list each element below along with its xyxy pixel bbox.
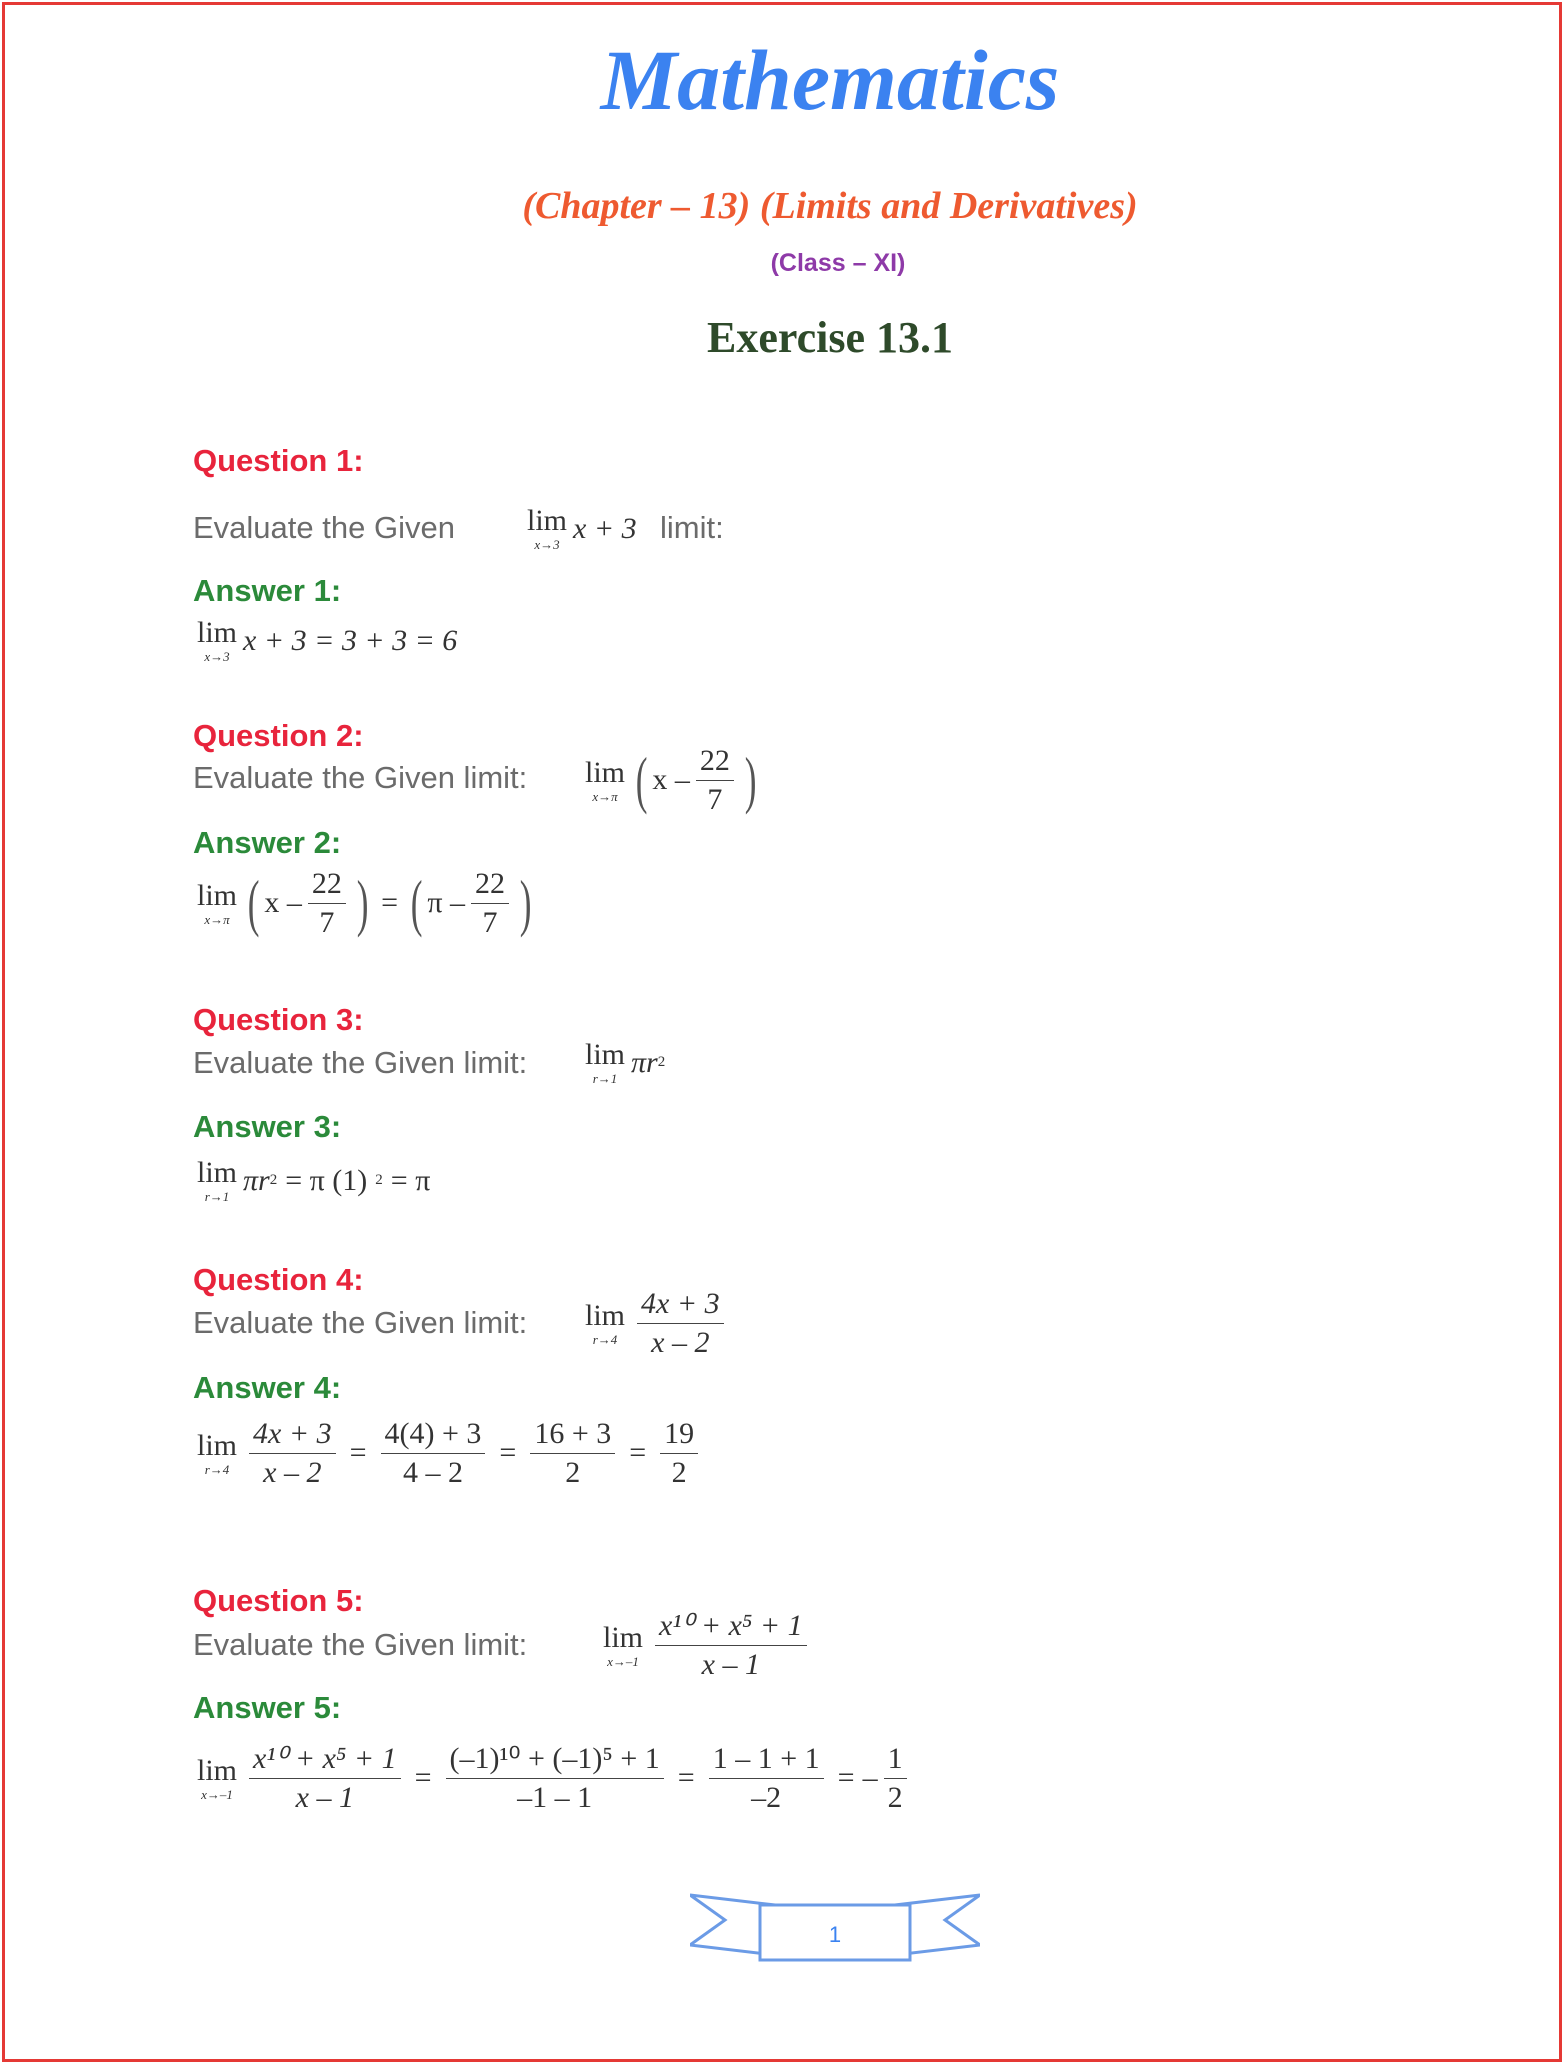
answer-5-math: lim x→–1 $\frac{\text{x¹⁰ + x⁵ + 1}}{x - 1}$ = $\frac{\text{(–1)¹⁰ + (–1)⁵ + 1}}{-1 - 1}$ = $\frac{1 - 1 + 1}{-2}$ = – $\frac{1}{2}$ — [197, 1743, 913, 1813]
page-title: Mathematics — [600, 32, 1060, 128]
answer-2-label: Answer 2: — [193, 825, 342, 860]
answer-2-math: lim x→π ( x – $\frac{22}{7}$ ) = ( π – $\frac{22}{7}$ ) — [197, 867, 532, 939]
question-3-math: lim r→1 πr 2 — [585, 1038, 666, 1086]
question-5-text: Evaluate the Given limit: — [193, 1627, 528, 1662]
question-3-text: Evaluate the Given limit: — [193, 1045, 528, 1080]
exercise-heading: Exercise 13.1 — [706, 313, 954, 362]
answer-3-math: lim r→1 πr 2 = π (1) 2 = π — [197, 1156, 431, 1204]
answer-3-label: Answer 3: — [193, 1109, 342, 1144]
question-4-label: Question 4: — [193, 1262, 364, 1297]
question-1-math: lim x→3 x + 3 — [527, 504, 637, 552]
question-2-text: Evaluate the Given limit: — [193, 760, 528, 795]
page-number: 1 — [828, 1922, 842, 1947]
question-1-text-after: limit: — [660, 510, 724, 545]
answer-5-label: Answer 5: — [193, 1690, 342, 1725]
question-5-label: Question 5: — [193, 1583, 364, 1618]
question-2-math: lim x→π ( x – $\frac{22}{7}$ ) — [585, 744, 757, 816]
question-4-text: Evaluate the Given limit: — [193, 1305, 528, 1340]
answer-1-label: Answer 1: — [193, 573, 342, 608]
question-5-math: lim x→–1 $\frac{\text{x¹⁰ + x⁵ + 1}}{x - 1}$ — [603, 1610, 813, 1680]
class-heading: (Class – XI) — [770, 249, 906, 277]
question-3-label: Question 3: — [193, 1002, 364, 1037]
question-1-label: Question 1: — [193, 443, 364, 478]
answer-1-math: lim x→3 x + 3 = 3 + 3 = 6 — [197, 616, 458, 664]
answer-4-label: Answer 4: — [193, 1370, 342, 1405]
chapter-heading: (Chapter – 13) (Limits and Derivatives) — [522, 185, 1138, 227]
question-1-text-before: Evaluate the Given — [193, 510, 455, 545]
question-2-label: Question 2: — [193, 718, 364, 753]
answer-4-math: lim r→4 $\frac{4x + 3}{x - 2}$ = $\frac{4(4) + 3}{4 - 2}$ = $\frac{16 + 3}{2}$ = $\frac{19}{2}$ — [197, 1418, 704, 1488]
question-4-math: lim r→4 $\frac{4x + 3}{x - 2}$ — [585, 1288, 730, 1358]
